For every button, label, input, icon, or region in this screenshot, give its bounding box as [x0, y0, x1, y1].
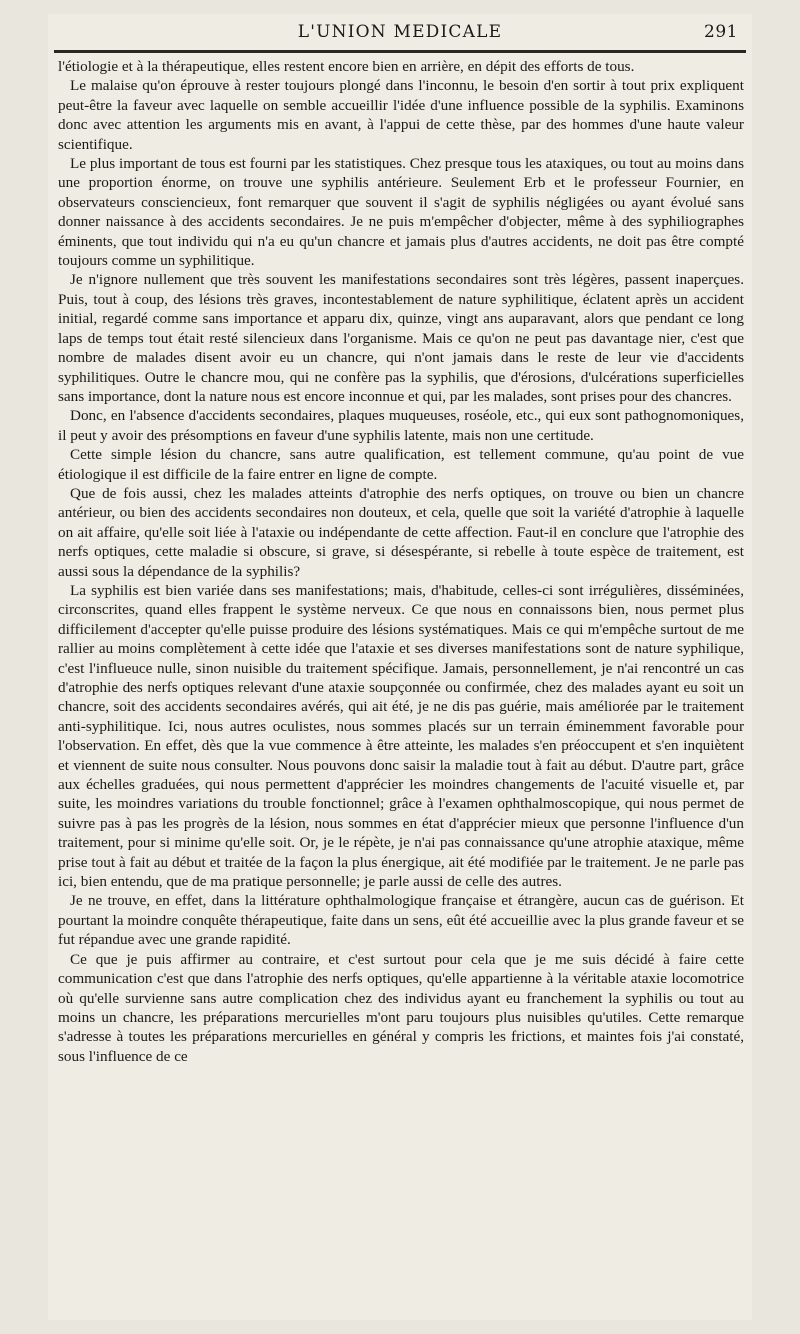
paragraph: Donc, en l'absence d'accidents secondaires, plaques muqueuses, roséole, etc., qui eux sont pathognomoniques, il peut y avoir des présomptions en faveur d'une syphilis latente, mais non une certitude.: [58, 407, 744, 444]
paragraph: Je n'ignore nullement que très souvent les manifestations secondaires sont très légères, passent inaperçues. Puis, tout à coup, des lésions très graves, incontestablement de nature syphilitique, éclatent après un accident initial, regardé comme sans importance et apparu dix, quinze, vingt ans auparavant, alors que pendant ce long laps de temps tout était resté silencieux dans l'organisme. Mais ce qu'on ne peut pas davantage nier, c'est que nombre de malades disent avoir eu un chancre, qui n'ont jamais dans le reste de leur vie d'accidents syphilitiques. Outre le chancre mou, qui ne confère pas la syphilis, que d'érosions, d'ulcérations superficielles sans importance, dont la nature nous est encore inconnue et qui, par les malades, sont prises pour des chancres.: [58, 271, 744, 405]
paragraph: Le malaise qu'on éprouve à rester toujours plongé dans l'inconnu, le besoin d'en sortir à tout prix expliquent peut-être la faveur avec laquelle on semble accueillir l'idée d'une influence possible de la syphilis. Examinons donc avec attention les arguments mis en avant, à l'appui de cette thèse, par des hommes d'une haute valeur scientifique.: [58, 77, 744, 153]
paragraph: Ce que je puis affirmer au contraire, et c'est surtout pour cela que je me suis décidé à faire cette communication c'est que dans l'atrophie des nerfs optiques, qu'elle appartienne à la véritable ataxie locomotrice où qu'elle survienne sans autre complication chez des individus ayant eu franchement la syphilis ou tout au moins un chancre, les préparations mercurielles m'ont paru toujours plus nuisibles qu'utiles. Cette remarque s'adresse à toutes les préparations mercurielles en général y compris les frictions, et maintes fois j'ai constaté, sous l'influence de ce: [58, 950, 744, 1065]
paragraph: Je ne trouve, en effet, dans la littérature ophthalmologique française et étrangère, aucun cas de guérison. Et pourtant la moindre conquête thérapeutique, faite dans un sens, eût été accueillie avec la plus grande faveur et se fut répandue avec une grande rapidité.: [58, 892, 744, 949]
paragraph: La syphilis est bien variée dans ses manifestations; mais, d'habitude, celles-ci sont irrégulières, disséminées, circonscrites, quand elles frappent le système nerveux. Ce que nous en connaissons bien, nous permet plus difficilement d'accepter qu'elle puisse produire des lésions systématiques. Mais ce qui m'empêche surtout de me rallier au moins complètement à cette idée que l'ataxie et ses diverses manifestations sont de nature syphilique, c'est l'influeuce nulle, sinon nuisible du traitement spécifique. Jamais, personnellement, je n'ai rencontré un cas d'atrophie des nerfs optiques relevant d'une ataxie soupçonnée ou confirmée, chez des malades ayant eu soit un chancre, soit des accidents secondaires avérés, qui ait été, je ne dis pas guérie, mais améliorée par le traitement anti-syphilitique. Ici, nous autres oculistes, nous sommes placés sur un terrain éminemment favorable pour l'observation. En effet, dès que la vue commence à être atteinte, les malades s'en préoccupent et s'en inquiètent et viennent de suite nous consulter. Nous pouvons donc saisir la maladie tout à fait au début. D'autre part, grâce aux échelles graduées, qui nous permettent d'apprécier les moindres changements de l'acuité visuelle et, par suite, les moindres variations du trouble fonctionnel; grâce à l'examen ophthalmoscopique, qui nous permet de suivre pas à pas les progrès de la lésion, nous sommes en état d'apprécier mieux que personne l'influence d'un traitement, pour si minime qu'elle soit. Or, je le répète, je n'ai pas connaissance qu'une atrophie ataxique, même prise tout à fait au début et traitée de la façon la plus énergique, ait été modifiée par le traitement. Je ne parle pas ici, bien entendu, que de ma pratique personnelle; je parle aussi de celle des autres.: [58, 581, 744, 891]
paragraph: Que de fois aussi, chez les malades atteints d'atrophie des nerfs optiques, on trouve ou bien un chancre antérieur, ou bien des accidents secondaires non douteux, et cela, quelle que soit la variété d'atrophie à laquelle on ait affaire, qu'elle soit liée à l'ataxie ou indépendante de cette affection. Faut-il en conclure que l'atrophie des nerfs optiques, cette maladie si obscure, si grave, si désespérante, si rebelle à toute espèce de traitement, est aussi sous la dépendance de la syphilis?: [58, 484, 744, 580]
page-number: 291: [704, 22, 738, 42]
paragraph: Le plus important de tous est fourni par les statistiques. Chez presque tous les ataxiques, ou tout au moins dans une proportion énorme, on trouve une syphilis antérieure. Seulement Erb et le professeur Fournier, en observateurs consciencieux, font remarquer que souvent il s'agit de syphilis négligées ou ayant évolué sans donner naissance à des accidents secondaires. Je ne puis m'empêcher d'objecter, même à des syphiliographes éminents, que tout individu qui n'a eu qu'un chancre et jamais plus d'autres accidents, ne doit pas être compté toujours comme un syphilitique.: [58, 155, 744, 270]
journal-title: L'UNION MEDICALE: [297, 22, 503, 42]
running-header: [54, 14, 746, 50]
document-page: [48, 14, 752, 1320]
article-body: [48, 53, 752, 1066]
paragraph: l'étiologie et à la thérapeutique, elles restent encore bien en arrière, en dépit des efforts de tous.: [58, 58, 635, 75]
paragraph: Cette simple lésion du chancre, sans autre qualification, est tellement commune, qu'au point de vue étiologique il est difficile de la faire entrer en ligne de compte.: [58, 446, 744, 483]
